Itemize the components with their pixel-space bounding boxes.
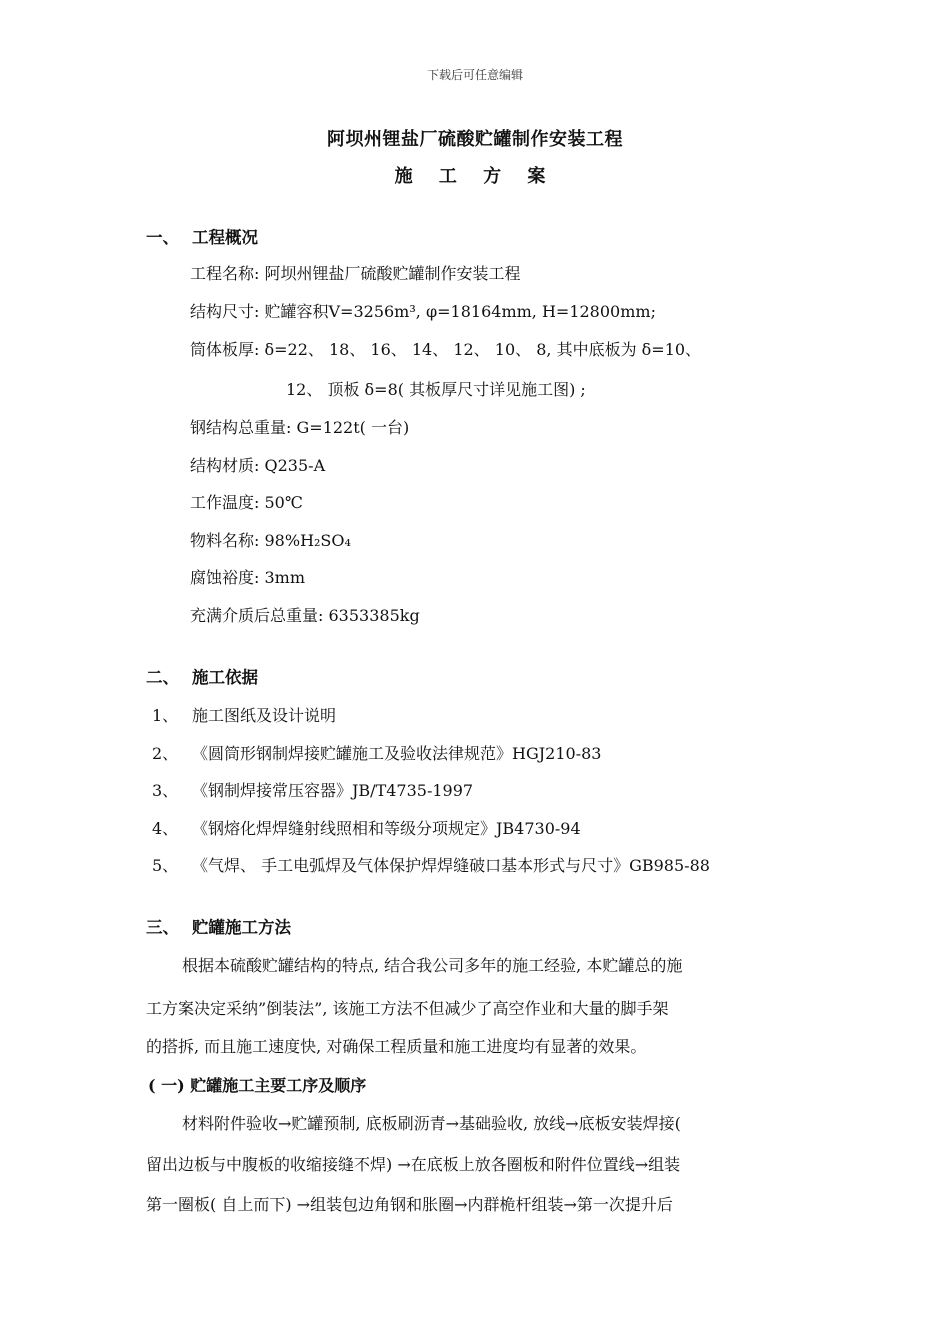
overview-item-material	[190, 454, 325, 478]
item-value: Q235-A	[264, 456, 326, 475]
reference-text: 《钢制焊接常压容器》JB/T4735-1997	[192, 781, 474, 800]
section-number: 一、	[146, 228, 179, 247]
section-title: 贮罐施工方法	[192, 918, 291, 937]
paragraph-line: 工方案决定采纳”倒装法”, 该施工方法不但减少了高空作业和大量的脚手架	[146, 999, 669, 1018]
header-note: 下载后可任意编辑	[426, 68, 523, 82]
overview-item-material-name	[190, 529, 351, 553]
paragraph-line: 第一圈板( 自上而下) →组装包边角钢和胀圈→内群桅杆组装→第一次提升后	[146, 1195, 673, 1214]
document-subtitle: 施 工 方 案	[394, 166, 556, 187]
reference-number: 2、	[152, 744, 179, 763]
section-1-heading	[146, 226, 258, 250]
reference-item	[152, 854, 710, 878]
reference-text: 《钢熔化焊焊缝射线照相和等级分项规定》JB4730-94	[192, 819, 581, 838]
section-number: 三、	[146, 918, 179, 937]
item-label: 结构材质:	[190, 456, 260, 475]
item-label: 腐蚀裕度:	[190, 568, 260, 587]
overview-item-full-weight	[190, 604, 420, 628]
item-value: 50℃	[264, 493, 303, 512]
section-3-heading	[146, 916, 291, 940]
reference-number: 4、	[152, 819, 179, 838]
item-value: G=122t( 一台)	[296, 418, 410, 437]
overview-item-project-name	[190, 262, 521, 286]
overview-item-structure-size	[190, 300, 656, 324]
reference-text: 《圆筒形钢制焊接贮罐施工及验收法律规范》HGJ210-83	[192, 744, 602, 763]
overview-item-total-weight	[190, 416, 409, 440]
item-value: 3mm	[264, 568, 306, 587]
item-label: 筒体板厚:	[190, 340, 260, 359]
item-label: 工作温度:	[190, 493, 260, 512]
reference-text: 施工图纸及设计说明	[192, 706, 337, 725]
item-label: 结构尺寸:	[190, 302, 260, 321]
reference-item	[152, 817, 581, 841]
document-title: 阿坝州锂盐厂硫酸贮罐制作安装工程	[327, 129, 623, 150]
reference-number: 1、	[152, 706, 179, 725]
paragraph-line: 根据本硫酸贮罐结构的特点, 结合我公司多年的施工经验, 本贮罐总的施	[182, 956, 683, 975]
subsection-heading: ( 一) 贮罐施工主要工序及顺序	[148, 1076, 367, 1095]
reference-number: 5、	[152, 856, 179, 875]
item-label: 工程名称:	[190, 264, 260, 283]
item-label: 充满介质后总重量:	[190, 606, 324, 625]
item-value: δ=22、 18、 16、 14、 12、 10、 8, 其中底板为 δ=10、	[264, 340, 702, 359]
paragraph-line: 留出边板与中腹板的收缩接缝不焊) →在底板上放各圈板和附件位置线→组装	[146, 1155, 681, 1174]
reference-text: 《气焊、 手工电弧焊及气体保护焊焊缝破口基本形式与尺寸》GB985-88	[192, 856, 710, 875]
paragraph-line: 的搭拆, 而且施工速度快, 对确保工程质量和施工进度均有显著的效果。	[146, 1037, 647, 1056]
reference-item	[152, 742, 601, 766]
item-value: 阿坝州锂盐厂硫酸贮罐制作安装工程	[264, 264, 521, 283]
item-value: 98%H₂SO₄	[264, 531, 351, 550]
item-label: 钢结构总重量:	[190, 418, 292, 437]
paragraph-line: 材料附件验收→贮罐预制, 底板刷沥青→基础验收, 放线→底板安装焊接(	[182, 1114, 681, 1133]
item-label: 物料名称:	[190, 531, 260, 550]
section-title: 施工依据	[192, 668, 258, 687]
reference-number: 3、	[152, 781, 179, 800]
reference-item	[152, 704, 336, 728]
item-value: 12、 顶板 δ=8( 其板厚尺寸详见施工图) ;	[286, 380, 586, 399]
item-value: 贮罐容积V=3256m³, φ=18164mm, H=12800mm;	[264, 302, 656, 321]
overview-item-work-temp	[190, 491, 303, 515]
reference-item	[152, 779, 473, 803]
section-number: 二、	[146, 668, 179, 687]
item-value: 6353385kg	[328, 606, 420, 625]
section-title: 工程概况	[192, 228, 258, 247]
overview-item-shell-thickness	[190, 338, 701, 362]
overview-item-shell-thickness-cont	[286, 378, 586, 402]
overview-item-corrosion	[190, 566, 305, 590]
section-2-heading	[146, 666, 258, 690]
